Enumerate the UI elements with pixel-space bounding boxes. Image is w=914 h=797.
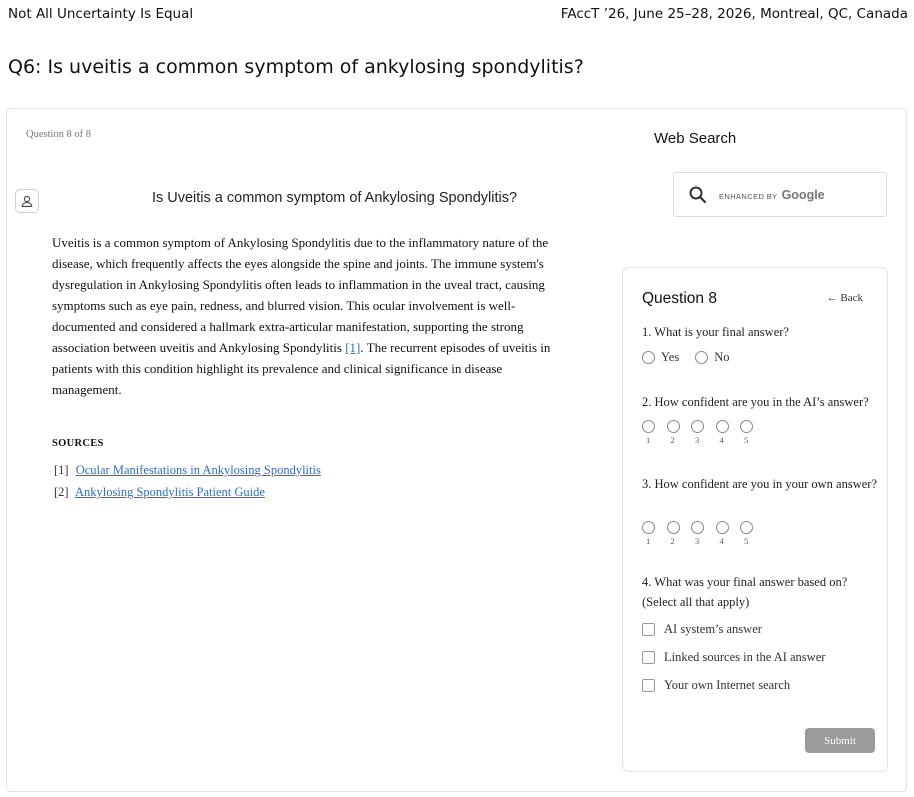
source-number: [1]: [54, 463, 69, 477]
question-3-prompt: 3. How confident are you in your own answer?: [642, 477, 878, 491]
scale-radio[interactable]: [667, 420, 680, 433]
answer-yes-radio[interactable]: [642, 351, 655, 364]
basis-checkbox[interactable]: [642, 679, 655, 692]
scale-option[interactable]: [642, 521, 667, 546]
enhanced-by-label: ENHANCED BY: [719, 191, 778, 201]
ai-answer: [52, 232, 567, 400]
scale-radio[interactable]: [716, 420, 729, 433]
scale-option[interactable]: [691, 420, 716, 445]
basis-checkbox[interactable]: [642, 623, 655, 636]
source-link[interactable]: Ocular Manifestations in Ankylosing Spondylitis: [75, 463, 321, 477]
answer-yes-label: Yes: [661, 350, 680, 364]
question-4-prompt: 4. What was your final answer based on? (Select all that apply): [642, 575, 848, 609]
basis-label: AI system’s answer: [664, 622, 762, 636]
running-header: [8, 6, 908, 26]
final-answer-options: [642, 350, 745, 365]
answer-no-radio[interactable]: [695, 351, 708, 364]
web-search-title: Web Search: [654, 130, 737, 147]
basis-option[interactable]: [642, 622, 762, 637]
scale-radio[interactable]: [642, 521, 655, 534]
user-avatar: [15, 189, 39, 213]
submit-button[interactable]: Submit: [805, 728, 875, 753]
scale-number: 1: [646, 435, 651, 445]
running-header-left: Not All Uncertainty Is Equal: [8, 6, 194, 22]
basis-option[interactable]: [642, 650, 825, 665]
card-title: Question 8: [642, 290, 717, 307]
scale-option[interactable]: [691, 521, 716, 546]
scale-option[interactable]: [716, 420, 741, 445]
question-counter: Question 8 of 8: [26, 129, 92, 140]
scale-number: 4: [719, 435, 724, 445]
sources-heading: SOURCES: [52, 438, 104, 449]
scale-option[interactable]: [667, 521, 692, 546]
scale-option[interactable]: [716, 521, 741, 546]
scale-radio[interactable]: [642, 420, 655, 433]
scale-radio[interactable]: [691, 420, 704, 433]
sources-list: [54, 463, 321, 507]
basis-label: Your own Internet search: [664, 678, 791, 692]
question-2-prompt: 2. How confident are you in the AI’s answer?: [642, 395, 869, 409]
running-header-right: FAccT ’26, June 25–28, 2026, Montreal, QC, Canada: [560, 6, 908, 22]
scale-number: 5: [744, 435, 749, 445]
ai-confidence-scale: [642, 420, 765, 445]
citation-link[interactable]: [1]: [345, 340, 361, 355]
self-confidence-scale: [642, 521, 765, 546]
ai-answer-text-start: Uveitis is a common symptom of Ankylosing Spondylitis due to the inflammatory nature of the disease, which frequently affects the eyes alongside the spine and joints. The immune system's dysregulation in Ankylosing Spondylitis often leads to inflammation in the uveal tract, causing symptoms such as eye pain, redness, and blurred vision. This ocular involvement is well-documented and considered a hallmark extra-articular manifestation, supporting the strong association between uveitis and Ankylosing Spondylitis: [52, 235, 549, 355]
scale-radio[interactable]: [691, 521, 704, 534]
search-input[interactable]: [673, 172, 887, 217]
scale-option[interactable]: [740, 420, 765, 445]
scale-radio[interactable]: [740, 420, 753, 433]
back-button[interactable]: ← Back: [826, 292, 863, 304]
scale-radio[interactable]: [740, 521, 753, 534]
question-card: [622, 267, 888, 772]
scale-number: 1: [646, 536, 651, 546]
scale-number: 2: [670, 536, 675, 546]
source-item: [54, 485, 321, 507]
ai-answer-text-end: . The recurrent episodes of uveitis in patients with this condition highlight its prevalence and clinical significance in disease management.: [52, 340, 551, 397]
scale-number: 3: [695, 536, 700, 546]
source-item: [54, 463, 321, 485]
scale-option[interactable]: [740, 521, 765, 546]
scale-option[interactable]: [667, 420, 692, 445]
user-icon: [20, 194, 34, 208]
question-1-prompt: 1. What is your final answer?: [642, 325, 789, 339]
basis-label: Linked sources in the AI answer: [664, 650, 826, 664]
scale-option[interactable]: [642, 420, 667, 445]
scale-number: 5: [744, 536, 749, 546]
answer-no-label: No: [714, 350, 730, 364]
source-number: [2]: [54, 485, 69, 499]
source-link[interactable]: Ankylosing Spondylitis Patient Guide: [75, 485, 265, 499]
scale-number: 3: [695, 435, 700, 445]
scale-number: 2: [670, 435, 675, 445]
scale-radio[interactable]: [716, 521, 729, 534]
basis-checkbox[interactable]: [642, 651, 655, 664]
scale-radio[interactable]: [667, 521, 680, 534]
google-brand: Google: [781, 187, 825, 202]
basis-option[interactable]: [642, 678, 790, 693]
figure-caption: Q6: Is uveitis a common symptom of ankylosing spondylitis?: [8, 56, 584, 78]
study-interface-screenshot: [6, 108, 907, 792]
scale-number: 4: [719, 536, 724, 546]
search-icon: [687, 184, 709, 206]
question-title: Is Uveitis a common symptom of Ankylosing Spondylitis?: [151, 190, 518, 206]
search-branding: [719, 188, 825, 202]
